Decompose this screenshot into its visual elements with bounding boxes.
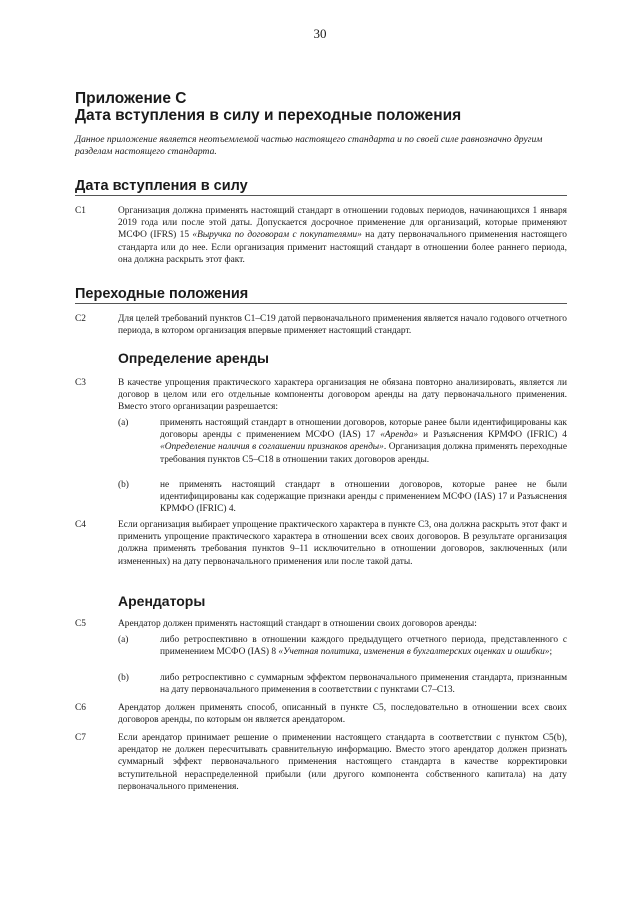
appendix-title-line2: Дата вступления в силу и переходные положения xyxy=(75,107,462,124)
appendix-title xyxy=(75,90,461,124)
paragraph-number: C7 xyxy=(75,733,86,743)
paragraph-c6 xyxy=(75,702,567,726)
subparagraph-c5b xyxy=(118,672,567,696)
subparagraph-label: (b) xyxy=(118,480,129,490)
standard-reference: «Определение наличия в соглашении признаков аренды» xyxy=(160,442,384,453)
subparagraph-text: либо ретроспективно в отношении каждого предыдущего отчетного периода, представленного с применением МСФО (IAS) 8 «Учетная политика, изменения в бухгалтерских оценках и ошибки»; xyxy=(160,635,567,658)
paragraph-c1 xyxy=(75,205,567,266)
subheading-lease-definition: Определение аренды xyxy=(118,350,270,366)
paragraph-number: C3 xyxy=(75,378,86,388)
paragraph-c2 xyxy=(75,313,567,337)
standard-reference: «Аренда» xyxy=(380,430,419,441)
paragraph-number: C6 xyxy=(75,703,86,713)
paragraph-text: Арендатор должен применять способ, описанный в пункте С5, последовательно в отношении всех своих договоров аренды, по которым он является арендатором. xyxy=(118,703,567,726)
paragraph-c5 xyxy=(75,618,567,630)
paragraph-c3 xyxy=(75,377,567,414)
paragraph-text: Если организация выбирает упрощение практического характера в пункте С3, она должна раскрыть этот факт и применить упрощение практического характера в отношении всех своих договоров. В результате организация должна применять требования пунктов 9–11 исключительно в отношении договоров, заключенных (или измененных) на дату первоначального применения или после такой даты. xyxy=(118,520,567,567)
paragraph-text: Для целей требований пунктов С1–С19 датой первоначального применения является начало годового отчетного периода, в котором организация впервые применяет настоящий стандарт. xyxy=(118,314,567,337)
section-rule xyxy=(75,303,567,304)
standard-reference: «Учетная политика, изменения в бухгалтерских оценках и ошибки» xyxy=(278,647,550,658)
section-heading-text: Дата вступления в силу xyxy=(75,178,248,194)
subheading-lessees: Арендаторы xyxy=(118,593,206,609)
section-heading-text: Переходные положения xyxy=(75,286,249,302)
subparagraph-label: (b) xyxy=(118,673,129,683)
paragraph-number: C2 xyxy=(75,314,86,324)
standard-reference: «Выручка по договорам с покупателями» xyxy=(192,230,362,241)
section-rule xyxy=(75,195,567,196)
paragraph-number: C4 xyxy=(75,520,86,530)
subparagraph-c5a xyxy=(118,634,567,658)
subparagraph-c3b xyxy=(118,479,567,516)
paragraph-c7 xyxy=(75,732,567,793)
paragraph-c4 xyxy=(75,519,567,568)
section-heading-transition xyxy=(75,286,567,304)
paragraph-text: Организация должна применять настоящий стандарт в отношении годовых периодов, начинающихся 1 января 2019 года или после этой даты. Допускается досрочное применение для организаций, которые применяют МСФО (IFRS) 15 «Выручка по договорам с покупателями» на дату первоначального применения настоящего стандарта или до нее. Если организация применит настоящий стандарт в отношении более раннего периода, она должна раскрыть этот факт. xyxy=(118,206,567,265)
paragraph-number: C5 xyxy=(75,619,86,629)
page-number: 30 xyxy=(313,26,327,41)
subparagraph-text: не применять настоящий стандарт в отношении договоров, которые ранее не были идентифицированы как содержащие признаки аренды с применением МСФО (IAS) 17 и Разъяснения КРМФО (IFRIC) 4. xyxy=(160,480,567,515)
subparagraph-text: либо ретроспективно с суммарным эффектом первоначального применения стандарта, признанным на дату первоначального применения в соответствии с пунктами С7–С13. xyxy=(160,673,567,696)
subparagraph-text: применять настоящий стандарт в отношении договоров, которые ранее были идентифицированы как договоры аренды с применением МСФО (IAS) 17 «Аренда» и Разъяснения КРМФО (IFRIC) 4 «Определение наличия в соглашении признаков аренды». Организация должна применять переходные требования пунктов С5–С18 в отношении таких договоров аренды. xyxy=(160,418,568,465)
subparagraph-label: (a) xyxy=(118,418,129,428)
subparagraph-c3a xyxy=(118,417,567,466)
paragraph-text: Если арендатор принимает решение о применении настоящего стандарта в соответствии с пунктом С5(b), арендатор не должен пересчитывать сравнительную информацию. Вместо этого арендатор должен признать суммарный эффект первоначального применения настоящего стандарта в качестве корректировки вступительной нераспределенной прибыли (или другого компонента собственного капитала) на дату первоначального применения. xyxy=(118,733,567,792)
appendix-title-line1: Приложение С xyxy=(75,90,187,107)
section-heading-effective-date xyxy=(75,178,567,196)
paragraph-text: Арендатор должен применять настоящий стандарт в отношении своих договоров аренды: xyxy=(118,619,477,629)
subparagraph-label: (a) xyxy=(118,635,129,645)
paragraph-number: C1 xyxy=(75,206,86,216)
paragraph-text: В качестве упрощения практического характера организация не обязана повторно анализировать, является ли договор в целом или его отдельные компоненты договором аренды на дату первоначального применения. Вместо этого организации разрешается: xyxy=(118,378,567,413)
appendix-intro: Данное приложение является неотъемлемой частью настоящего стандарта и по своей силе равнозначно другим разделам настоящего стандарта. xyxy=(75,134,543,157)
